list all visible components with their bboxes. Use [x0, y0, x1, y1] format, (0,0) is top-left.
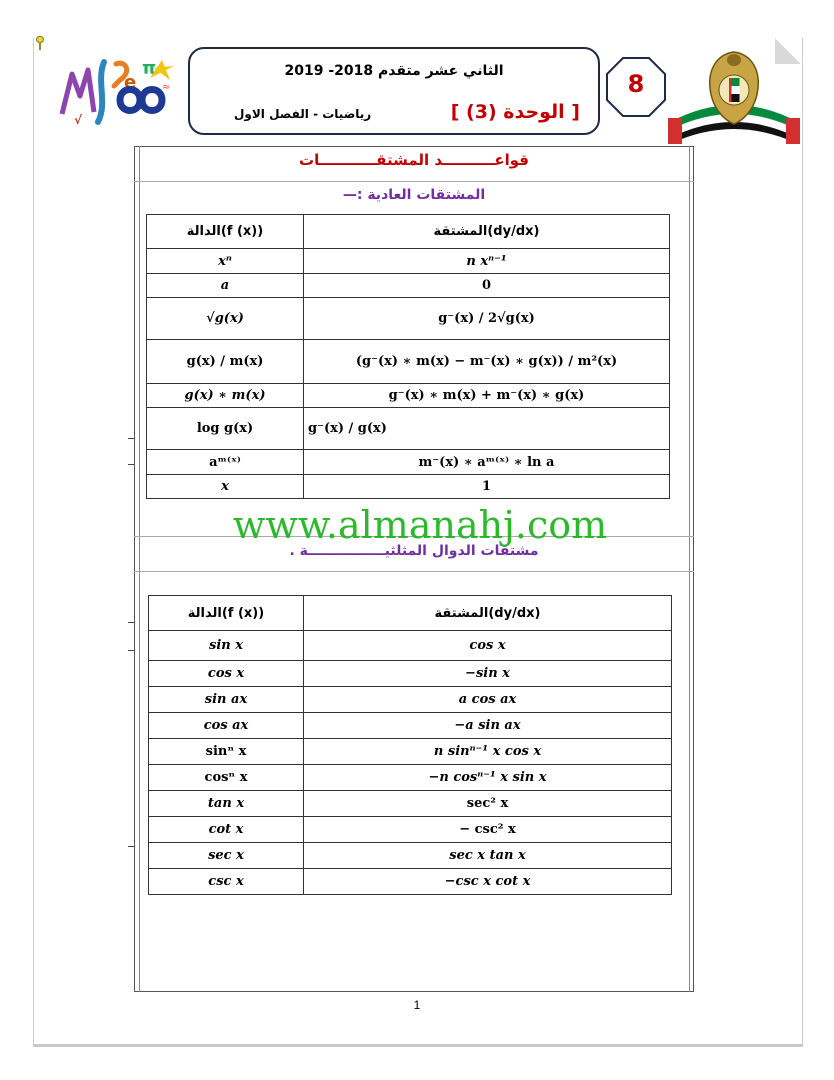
table-row — [149, 739, 672, 765]
watermark-text: www.almanahj.com — [232, 503, 608, 547]
function-cell: √g(x) — [147, 298, 304, 340]
pushpin-icon — [36, 36, 44, 50]
derivative-cell: −sin x — [304, 661, 672, 687]
function-cell: sec x — [149, 843, 304, 869]
table-row — [147, 249, 670, 274]
frame-right-rule — [689, 146, 690, 992]
page-bottom-edge — [33, 1044, 803, 1047]
derivative-column-header: المشتقة(dy/dx) — [304, 596, 672, 631]
divider-line — [134, 181, 694, 182]
function-cell: sinⁿ x — [149, 739, 304, 765]
derivative-cell: a cos ax — [304, 687, 672, 713]
table-row — [147, 340, 670, 384]
function-cell: aᵐ⁽ˣ⁾ — [147, 450, 304, 475]
page-badge-number: 8 — [627, 70, 645, 98]
derivative-cell: g⁻(x) / 2√g(x) — [304, 298, 670, 340]
table-row — [149, 869, 672, 895]
function-cell: sin ax — [149, 687, 304, 713]
trig-derivatives-title: مشتقات الدوال المثلثيــــــــــــــــة . — [289, 543, 539, 559]
function-cell: xⁿ — [147, 249, 304, 274]
derivative-cell: n xⁿ⁻¹ — [304, 249, 670, 274]
derivative-cell: m⁻(x) ∗ aᵐ⁽ˣ⁾ ∗ ln a — [304, 450, 670, 475]
table-row — [149, 765, 672, 791]
subject-semester-label: رياضيات - الفصل الاول — [234, 107, 372, 121]
margin-tick — [128, 464, 134, 465]
svg-text:e: e — [124, 72, 137, 93]
svg-text:≈: ≈ — [162, 82, 171, 93]
trig-derivatives-table — [148, 595, 672, 895]
function-cell: cos x — [149, 661, 304, 687]
ordinary-derivatives-table — [146, 214, 670, 499]
svg-text:√: √ — [74, 113, 83, 127]
derivative-cell: (g⁻(x) ∗ m(x) − m⁻(x) ∗ g(x)) / m²(x) — [304, 340, 670, 384]
table-row — [149, 791, 672, 817]
table-row — [149, 631, 672, 661]
derivative-cell: −a sin ax — [304, 713, 672, 739]
derivative-column-header: المشتقة(dy/dx) — [304, 215, 670, 249]
table-row — [147, 408, 670, 450]
derivative-cell: 0 — [304, 274, 670, 298]
function-cell: log g(x) — [147, 408, 304, 450]
frame-left-rule — [139, 146, 140, 992]
table-row — [149, 713, 672, 739]
function-column-header: الدالة(f (x)) — [149, 596, 304, 631]
function-cell: a — [147, 274, 304, 298]
svg-text:π: π — [142, 58, 157, 79]
table-row — [149, 661, 672, 687]
page-number: 1 — [413, 998, 421, 1012]
margin-tick — [128, 650, 134, 651]
table-row — [147, 384, 670, 408]
function-cell: cosⁿ x — [149, 765, 304, 791]
table-row — [147, 450, 670, 475]
function-cell: sin x — [149, 631, 304, 661]
derivative-cell: g⁻(x) / g(x) — [304, 408, 670, 450]
function-cell: tan x — [149, 791, 304, 817]
ordinary-derivatives-title: المشتقات العادية :— — [342, 187, 486, 203]
function-cell: cot x — [149, 817, 304, 843]
function-column-header: الدالة(f (x)) — [147, 215, 304, 249]
table-row — [149, 843, 672, 869]
derivative-cell: −csc x cot x — [304, 869, 672, 895]
margin-tick — [128, 622, 134, 623]
table-header-row — [147, 215, 670, 249]
derivative-cell: − csc² x — [304, 817, 672, 843]
table-row — [147, 298, 670, 340]
table-row — [149, 817, 672, 843]
unit-label: [ الوحدة (3) ] — [450, 101, 580, 123]
function-cell: g(x) ∗ m(x) — [147, 384, 304, 408]
table-row — [149, 687, 672, 713]
table-header-row — [149, 596, 672, 631]
uae-emblem-logo — [668, 48, 800, 144]
margin-tick — [128, 846, 134, 847]
document-header-box — [188, 47, 600, 135]
derivative-cell: g⁻(x) ∗ m(x) + m⁻(x) ∗ g(x) — [304, 384, 670, 408]
divider-line — [134, 571, 694, 572]
derivative-cell: sec² x — [304, 791, 672, 817]
function-cell: cos ax — [149, 713, 304, 739]
derivative-rules-title: قواعــــــــــد المشتقـــــــــــات — [299, 151, 529, 169]
derivative-cell: sec x tan x — [304, 843, 672, 869]
function-cell: x — [147, 475, 304, 499]
table-row — [147, 475, 670, 499]
math-symbols-logo — [58, 52, 186, 128]
function-cell: g(x) / m(x) — [147, 340, 304, 384]
margin-tick — [128, 438, 134, 439]
function-cell: csc x — [149, 869, 304, 895]
table-row — [147, 274, 670, 298]
derivative-cell: cos x — [304, 631, 672, 661]
derivative-cell: 1 — [304, 475, 670, 499]
derivative-cell: n sinⁿ⁻¹ x cos x — [304, 739, 672, 765]
grade-year-title: الثاني عشر متقدم 2018- 2019 — [284, 63, 504, 79]
derivative-cell: −n cosⁿ⁻¹ x sin x — [304, 765, 672, 791]
